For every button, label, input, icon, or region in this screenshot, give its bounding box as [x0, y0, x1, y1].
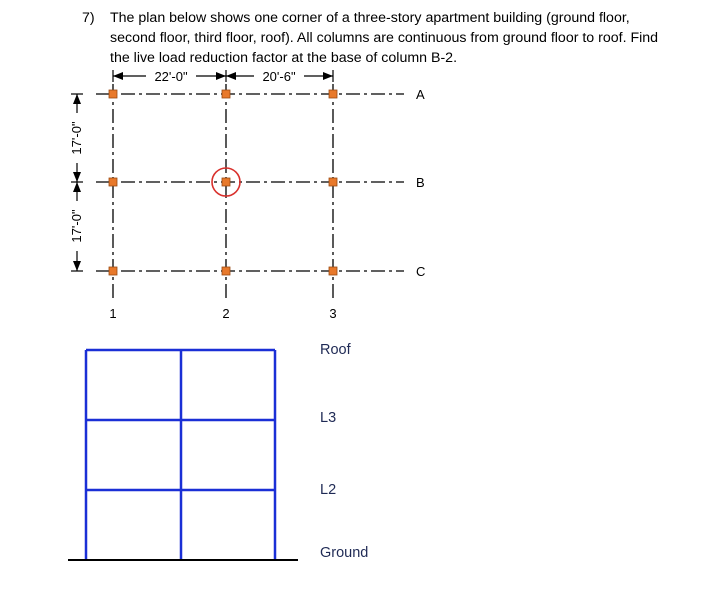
- dim-label-17ft-lower: 17'-0": [69, 209, 84, 243]
- problem-text-line-3: the live load reduction factor at the base of column B-2.: [110, 50, 458, 66]
- column-B2: [222, 178, 230, 186]
- column-A2: [222, 90, 230, 98]
- level-label-roof: Roof: [320, 342, 351, 358]
- column-C2: [222, 267, 230, 275]
- level-label-l3: L3: [320, 410, 337, 426]
- col-label-3: 3: [329, 306, 337, 321]
- problem-text-line-2: second floor, third floor, roof). All columns are continuous from ground floor to roof. Find: [110, 30, 659, 46]
- column-C1: [109, 267, 117, 275]
- dim-label-22ft: 22'-0": [154, 69, 188, 84]
- column-A3: [329, 90, 337, 98]
- dim-label-17ft-upper: 17'-0": [69, 121, 84, 155]
- dim-label-20ft: 20'-6": [262, 69, 296, 84]
- row-label-A: A: [416, 87, 425, 102]
- level-label-l2: L2: [320, 482, 337, 498]
- problem-number: 7): [82, 10, 95, 26]
- column-B1: [109, 178, 117, 186]
- col-label-2: 2: [222, 306, 230, 321]
- col-label-1: 1: [109, 306, 117, 321]
- row-label-B: B: [416, 175, 425, 190]
- grid-lines: [96, 84, 404, 300]
- row-label-C: C: [416, 264, 426, 279]
- problem-text-line-1: The plan below shows one corner of a three-story apartment building (ground floor,: [110, 10, 630, 26]
- elevation-frame: [86, 350, 275, 560]
- column-A1: [109, 90, 117, 98]
- column-C3: [329, 267, 337, 275]
- level-label-ground: Ground: [320, 545, 369, 561]
- column-B3: [329, 178, 337, 186]
